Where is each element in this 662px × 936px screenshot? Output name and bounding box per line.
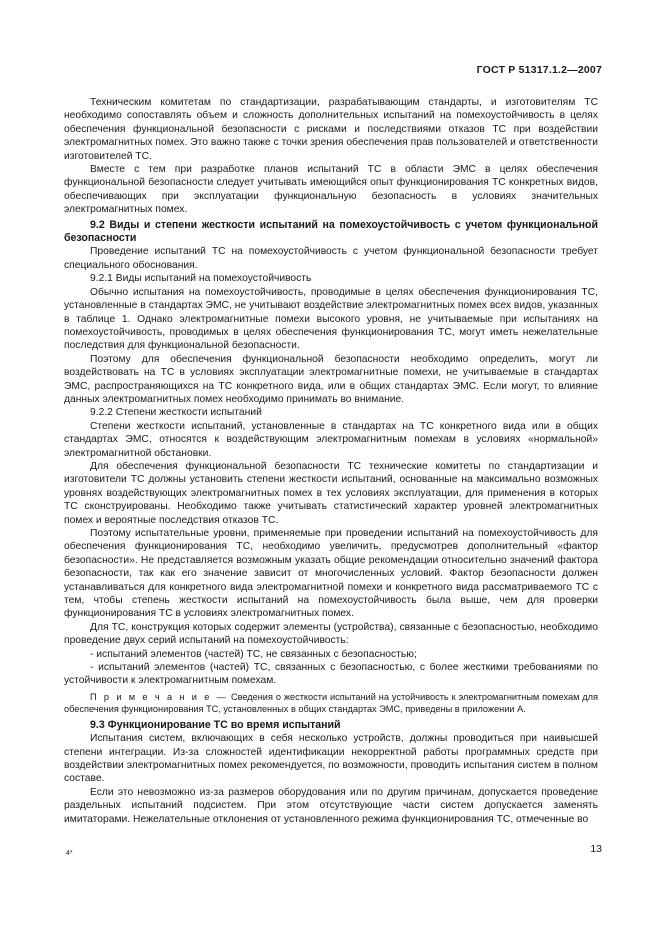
document-body bbox=[64, 96, 598, 826]
paragraph: Поэтому испытательные уровни, применяемые при проведении испытаний на помехоустойчивость для обеспечения функционирования ТС, необходимо увеличить, предусмотрев дополнительный «фактор безопасности». Не представляется возможным указать общие рекомендации относительно значений фактора безопасности, так как его значение зависит от многочисленных условий. Фактор безопасности должен устанавливаться для конкретного вида электромагнитной помехи и конкретного вида рассматриваемого ТС с тем, чтобы степень жесткости испытаний на помехоустойчивость была выше, чем для проверки функционирования ТС в условиях электромагнитных помех. bbox=[64, 528, 598, 620]
subsection-heading-9-2-2: 9.2.2 Степени жесткости испытаний bbox=[90, 407, 262, 419]
paragraph: Испытания систем, включающих в себя несколько устройств, должны проводиться при наивысшей степени интеграции. Из-за сложностей идентификации некорректной работы программных средств при воздействии электромагнитных помех рекомендуется, по возможности, проводить испытания систем в полном составе. bbox=[64, 733, 598, 785]
paragraph: Техническим комитетам по стандартизации, разрабатывающим стандарты, и изготовителям ТС необходимо сопоставлять объем и сложность дополнительных испытаний на помехоустойчивость в целях обеспечения функциональной безопасности с рисками и последствиями отказов ТС при воздействии электромагнитных помех. Это важно также с точки зрения обеспечения прав пользователей и ответственности изготовителей ТС. bbox=[64, 97, 598, 162]
paragraph: Для обеспечения функциональной безопасности ТС технические комитеты по стандартизации и изготовители ТС должны установить степени жесткости испытаний, основанные на максимально возможных уровнях воздействующих электромагнитных помех в тех условиях эксплуатации, для применения в которых ТС сконструированы. Необходимо также учитывать статистический характер уровней электромагнитных помех и вероятные последствия отказов ТС. bbox=[64, 460, 598, 526]
section-heading-9-3: 9.3 Функционирование ТС во время испытаний bbox=[90, 718, 341, 731]
signature-mark: 4* bbox=[66, 850, 73, 857]
list-item: - испытаний элементов (частей) ТС, не связанных с безопасностью; bbox=[90, 648, 417, 660]
note-label: П р и м е ч а н и е — bbox=[90, 691, 229, 702]
subsection-heading-9-2-1: 9.2.1 Виды испытаний на помехоустойчивость bbox=[90, 273, 312, 285]
paragraph: Если это невозможно из-за размеров оборудования или по другим причинам, допускается проведение раздельных испытаний подсистем. При этом отсутствующие части систем допускается заменять имитаторами. Нежелательные отклонения от установленного режима функционирования ТС, отмеченные во bbox=[64, 786, 598, 825]
paragraph: Степени жесткости испытаний, установленные в стандартах на ТС конкретного вида или в общих стандартах ЭМС, относятся к воздействующим электромагнитным помехам в условиях «нормальной» электромагнитной обстановки. bbox=[64, 420, 598, 459]
list-item: - испытаний элементов (частей) ТС, связанных с безопасностью, с более жесткими требованиями по устойчивости к электромагнитным помехам. bbox=[64, 662, 598, 687]
note bbox=[64, 691, 598, 716]
paragraph: Для ТС, конструкция которых содержит элементы (устройства), связанные с безопасностью, необходимо проведение двух серий испытаний на помехоустойчивость: bbox=[64, 621, 598, 647]
note-text: Сведения о жесткости испытаний на устойчивость к электромагнитным помехам для обеспечения функционирования ТС, установленных в общих стандартах ЭМС, приведены в приложении А. bbox=[64, 691, 598, 715]
standard-code-header: ГОСТ Р 51317.1.2—2007 bbox=[476, 64, 602, 76]
paragraph: Вместе с тем при разработке планов испытаний ТС в области ЭМС в целях обеспечения функциональной безопасности следует учитывать имеющийся опыт функционирования ТС конкретных видов, обеспечивающих при эксплуатации функциональную безопасность в условиях значительных электромагнитных помех. bbox=[64, 164, 598, 216]
paragraph: Обычно испытания на помехоустойчивость, проводимые в целях обеспечения функционирования ТС, установленные в стандартах ЭМС, не учитывают воздействие электромагнитных помех всех видов, указанных в таблице 1. Однако электромагнитные помехи высокого уровня, не учитываемые при испытаниях на помехоустойчивость, проводимых в целях обеспечения функционирования ТС, могут иметь нежелательные последствия для функциональной безопасности. bbox=[64, 286, 598, 352]
page-number: 13 bbox=[590, 843, 602, 855]
paragraph: Поэтому для обеспечения функциональной безопасности необходимо определить, могут ли воздействовать на ТС в условиях эксплуатации электромагнитные помехи, не учитываемые в стандартах ЭМС, распространяющихся на ТС конкретного вида, или в общих стандартах ЭМС. Если могут, то влияние данных электромагнитных помех необходимо принимать во внимание. bbox=[64, 353, 598, 405]
section-heading-9-2: 9.2 Виды и степени жесткости испытаний на помехоустойчивость с учетом функциональной безопасности bbox=[64, 218, 598, 245]
paragraph: Проведение испытаний ТС на помехоустойчивость с учетом функциональной безопасности требует специального обоснования. bbox=[64, 246, 598, 271]
